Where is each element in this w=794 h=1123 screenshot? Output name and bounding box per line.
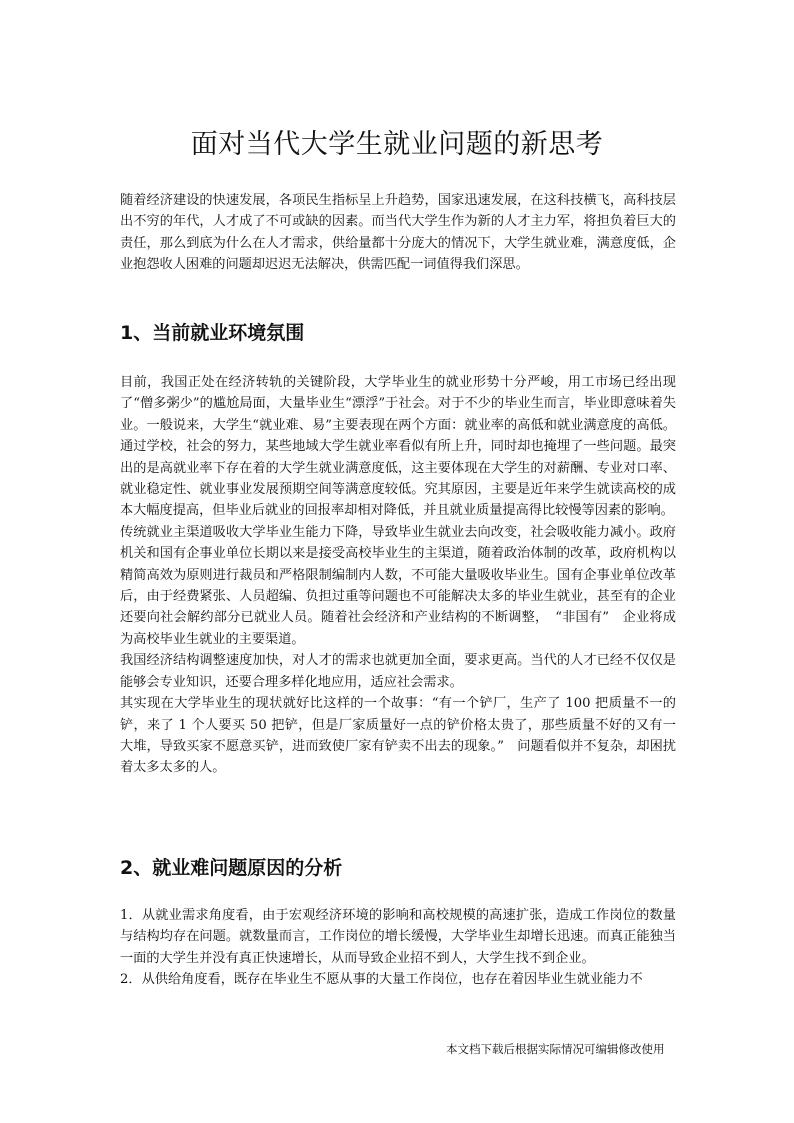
section-1-paragraph-1: 目前，我国正处在经济转轨的关键阶段，大学毕业生的就业形势十分严峻，用工市场已经出现了“僧多粥少”的尴尬局面，大量毕业生“漂浮”于社会。对于不少的毕业生而言，毕业即意味着失业。一般说来，大学生“就业难、易”主要表现在两个方面：就业率的高低和就业满意度的高低。通过学校，社会的努力，某些地域大学生就业率看似有所上升，同时却也掩埋了一些问题。最突出的是高就业率下存在着的大学生就业满意度低，这主要体现在大学生的对薪酬、专业对口率、就业稳定性、就业事业发展预期空间等满意度较低。究其原因，主要是近年来学生就读高校的成本大幅度提高，但毕业后就业的回报率却相对降低，并且就业质量提高得比较慢等因素的影响。 [120,375,676,519]
document-title: 面对当代大学生就业问题的新思考 [190,129,604,160]
section-2-body [120,905,676,991]
section-2-paragraph-2: 2．从供给角度看，既存在毕业生不愿从事的大量工作岗位，也存在着因毕业生就业能力不 [120,972,643,988]
section-1-paragraph-3: 我国经济结构调整速度加快，对人才的需求也就更加全面，要求更高。当代的人才已经不仅仅是能够会专业知识，还要合理多样化地应用，适应社会需求。 [120,653,676,690]
section-2-paragraph-1: 1．从就业需求角度看，由于宏观经济环境的影响和高校规模的高速扩张，造成工作岗位的数量与结构均存在问题。就数量而言，工作岗位的增长缓慢，大学毕业生却增长迅速。而真正能独当一面的大学生并没有真正快速增长，从而导致企业招不到人，大学生找不到企业。 [120,908,676,966]
section-1-paragraph-4: 其实现在大学毕业生的现状就好比这样的一个故事：“有一个铲厂，生产了 100 把质量不一的铲，来了 1 个人要买 50 把铲，但是厂家质量好一点的铲价格太贵了，那些质量不好的又有一大堆，导致买家不愿意买铲，进而致使厂家有铲卖不出去的现象。” 问题看似并不复杂，却困扰着太多太多的人。 [120,696,676,776]
section-2-heading: 2、就业难问题原因的分析 [120,857,343,879]
section-1-heading: 1、当前就业环境氛围 [120,322,305,344]
intro-paragraph: 随着经济建设的快速发展，各项民生指标呈上升趋势，国家迅速发展，在这科技横飞，高科技层出不穷的年代，人才成了不可或缺的因素。而当代大学生作为新的人才主力军，将担负着巨大的责任，那么到底为什么在人才需求，供给量都十分庞大的情况下，大学生就业难，满意度低，企业抱怨收人困难的问题却迟迟无法解决，供需匹配一词值得我们深思。 [120,193,676,273]
section-1-body [120,372,676,779]
section-1-paragraph-2: 传统就业主渠道吸收大学毕业生能力下降，导致毕业生就业去向改变，社会吸收能力减小。政府机关和国有企事业单位长期以来是接受高校毕业生的主渠道，随着政治体制的改革，政府机构以精简高效为原则进行裁员和严格限制编制内人数，不可能大量吸收毕业生。国有企事业单位改革后，由于经费紧张、人员超编、负担过重等问题也不可能解决太多的毕业生就业，甚至有的企业还要向社会解约部分已就业人员。随着社会经济和产业结构的不断调整， “非国有” 企业将成为高校毕业生就业的主要渠道。 [120,524,676,647]
footer-note: 本文档下载后根据实际情况可编辑修改使用 [446,1042,665,1056]
